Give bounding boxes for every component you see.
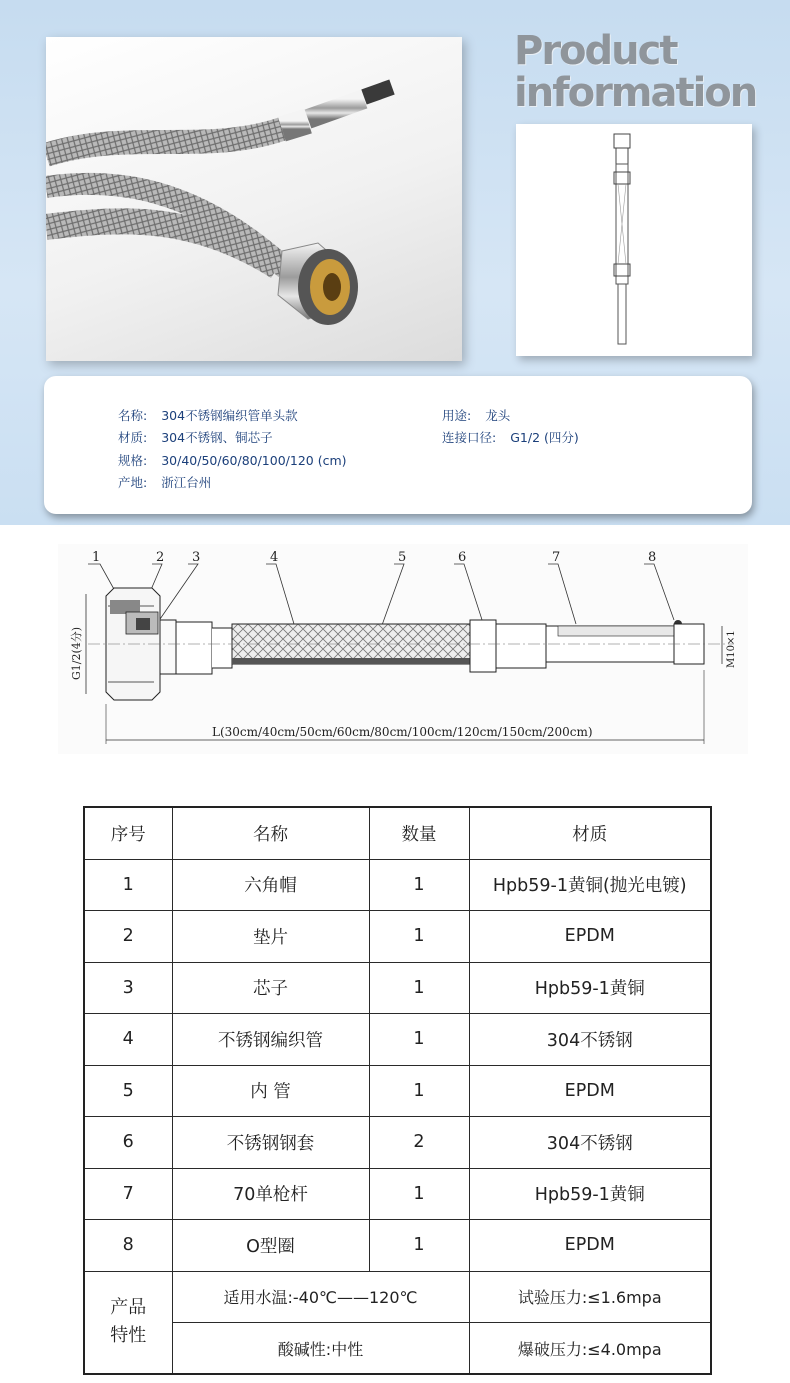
cell-name: 内 管 bbox=[172, 1065, 369, 1117]
cell-material: EPDM bbox=[469, 911, 711, 963]
parts-table bbox=[83, 806, 710, 1371]
left-dimension: G1/2(4分) bbox=[70, 626, 83, 680]
table-row bbox=[84, 911, 711, 963]
callout-2: 2 bbox=[156, 550, 165, 565]
table-row bbox=[84, 1220, 711, 1272]
spec-name bbox=[118, 406, 298, 424]
spec-material-label: 材质: bbox=[118, 430, 148, 445]
product-banner bbox=[0, 0, 790, 525]
parts-table-grid bbox=[83, 806, 712, 1375]
cell-index: 4 bbox=[84, 1014, 172, 1066]
cell-index: 6 bbox=[84, 1117, 172, 1169]
cell-qty: 2 bbox=[369, 1117, 469, 1169]
callout-4: 4 bbox=[270, 550, 279, 565]
cell-index: 1 bbox=[84, 859, 172, 911]
table-row bbox=[84, 1168, 711, 1220]
cell-index: 3 bbox=[84, 962, 172, 1014]
cell-qty: 1 bbox=[369, 1168, 469, 1220]
table-row bbox=[84, 1014, 711, 1066]
callout-5: 5 bbox=[398, 550, 407, 565]
braided-hose-illustration bbox=[46, 37, 462, 361]
feature-temperature: 适用水温:-40℃——120℃ bbox=[172, 1271, 469, 1323]
callout-7: 7 bbox=[552, 550, 561, 565]
spec-port-value: G1/2 (四分) bbox=[510, 430, 579, 445]
features-label bbox=[84, 1271, 172, 1374]
features-label-line-1: 产品 bbox=[110, 1297, 147, 1319]
feature-burst-pressure: 爆破压力:≤4.0mpa bbox=[469, 1323, 711, 1375]
spec-name-value: 304不锈钢编织管单头款 bbox=[161, 408, 298, 423]
cell-index: 7 bbox=[84, 1168, 172, 1220]
cell-name: 70单枪杆 bbox=[172, 1168, 369, 1220]
title-line-1: Product bbox=[514, 28, 677, 74]
features-row bbox=[84, 1271, 711, 1323]
technical-drawing bbox=[58, 544, 748, 754]
spec-origin bbox=[118, 473, 211, 491]
cell-qty: 1 bbox=[369, 911, 469, 963]
callout-6: 6 bbox=[458, 550, 467, 565]
cell-qty: 1 bbox=[369, 859, 469, 911]
spec-port bbox=[442, 428, 579, 446]
length-dimension: L(30cm/40cm/50cm/60cm/80cm/100cm/120cm/150cm/200cm) bbox=[212, 725, 593, 739]
callout-8: 8 bbox=[648, 550, 657, 565]
table-row bbox=[84, 859, 711, 911]
callout-1: 1 bbox=[92, 550, 101, 565]
table-row bbox=[84, 1065, 711, 1117]
table-row bbox=[84, 1117, 711, 1169]
cell-material: EPDM bbox=[469, 1220, 711, 1272]
spec-material bbox=[118, 428, 273, 446]
spec-port-label: 连接口径: bbox=[442, 430, 497, 445]
spec-size-value: 30/40/50/60/80/100/120 (cm) bbox=[161, 453, 347, 468]
feature-ph: 酸碱性:中性 bbox=[172, 1323, 469, 1375]
cell-name: 垫片 bbox=[172, 911, 369, 963]
spec-origin-label: 产地: bbox=[118, 475, 148, 490]
spec-use-value: 龙头 bbox=[485, 408, 511, 423]
cell-index: 8 bbox=[84, 1220, 172, 1272]
right-dimension: M10×1 bbox=[726, 630, 737, 668]
spec-name-label: 名称: bbox=[118, 408, 148, 423]
header-index: 序号 bbox=[84, 807, 172, 859]
features-row bbox=[84, 1323, 711, 1375]
cell-name: 六角帽 bbox=[172, 859, 369, 911]
header-qty: 数量 bbox=[369, 807, 469, 859]
spec-card bbox=[44, 376, 752, 514]
header-material: 材质 bbox=[469, 807, 711, 859]
callout-3: 3 bbox=[192, 550, 201, 565]
table-header-row bbox=[84, 807, 711, 859]
table-row bbox=[84, 962, 711, 1014]
spec-use-label: 用途: bbox=[442, 408, 472, 423]
spec-use bbox=[442, 406, 510, 424]
cell-material: Hpb59-1黄铜(抛光电镀) bbox=[469, 859, 711, 911]
product-information-title bbox=[514, 30, 764, 114]
hose-sketch bbox=[516, 124, 752, 356]
cell-material: 304不锈钢 bbox=[469, 1014, 711, 1066]
cell-qty: 1 bbox=[369, 962, 469, 1014]
spec-size bbox=[118, 451, 347, 469]
title-line-2: information bbox=[514, 70, 757, 116]
cell-qty: 1 bbox=[369, 1014, 469, 1066]
spec-origin-value: 浙江台州 bbox=[161, 475, 212, 490]
cell-qty: 1 bbox=[369, 1065, 469, 1117]
cell-index: 2 bbox=[84, 911, 172, 963]
cell-qty: 1 bbox=[369, 1220, 469, 1272]
header-name: 名称 bbox=[172, 807, 369, 859]
product-photo bbox=[46, 37, 462, 361]
cell-material: Hpb59-1黄铜 bbox=[469, 962, 711, 1014]
drawing-thumbnail bbox=[516, 124, 752, 356]
spec-size-label: 规格: bbox=[118, 453, 148, 468]
cell-index: 5 bbox=[84, 1065, 172, 1117]
features-label-line-2: 特性 bbox=[110, 1325, 147, 1347]
cell-material: 304不锈钢 bbox=[469, 1117, 711, 1169]
spec-material-value: 304不锈钢、铜芯子 bbox=[161, 430, 273, 445]
cell-name: 芯子 bbox=[172, 962, 369, 1014]
cell-name: O型圈 bbox=[172, 1220, 369, 1272]
hose-assembly-drawing bbox=[58, 544, 748, 754]
cell-material: Hpb59-1黄铜 bbox=[469, 1168, 711, 1220]
feature-test-pressure: 试验压力:≤1.6mpa bbox=[469, 1271, 711, 1323]
cell-material: EPDM bbox=[469, 1065, 711, 1117]
cell-name: 不锈钢钢套 bbox=[172, 1117, 369, 1169]
cell-name: 不锈钢编织管 bbox=[172, 1014, 369, 1066]
